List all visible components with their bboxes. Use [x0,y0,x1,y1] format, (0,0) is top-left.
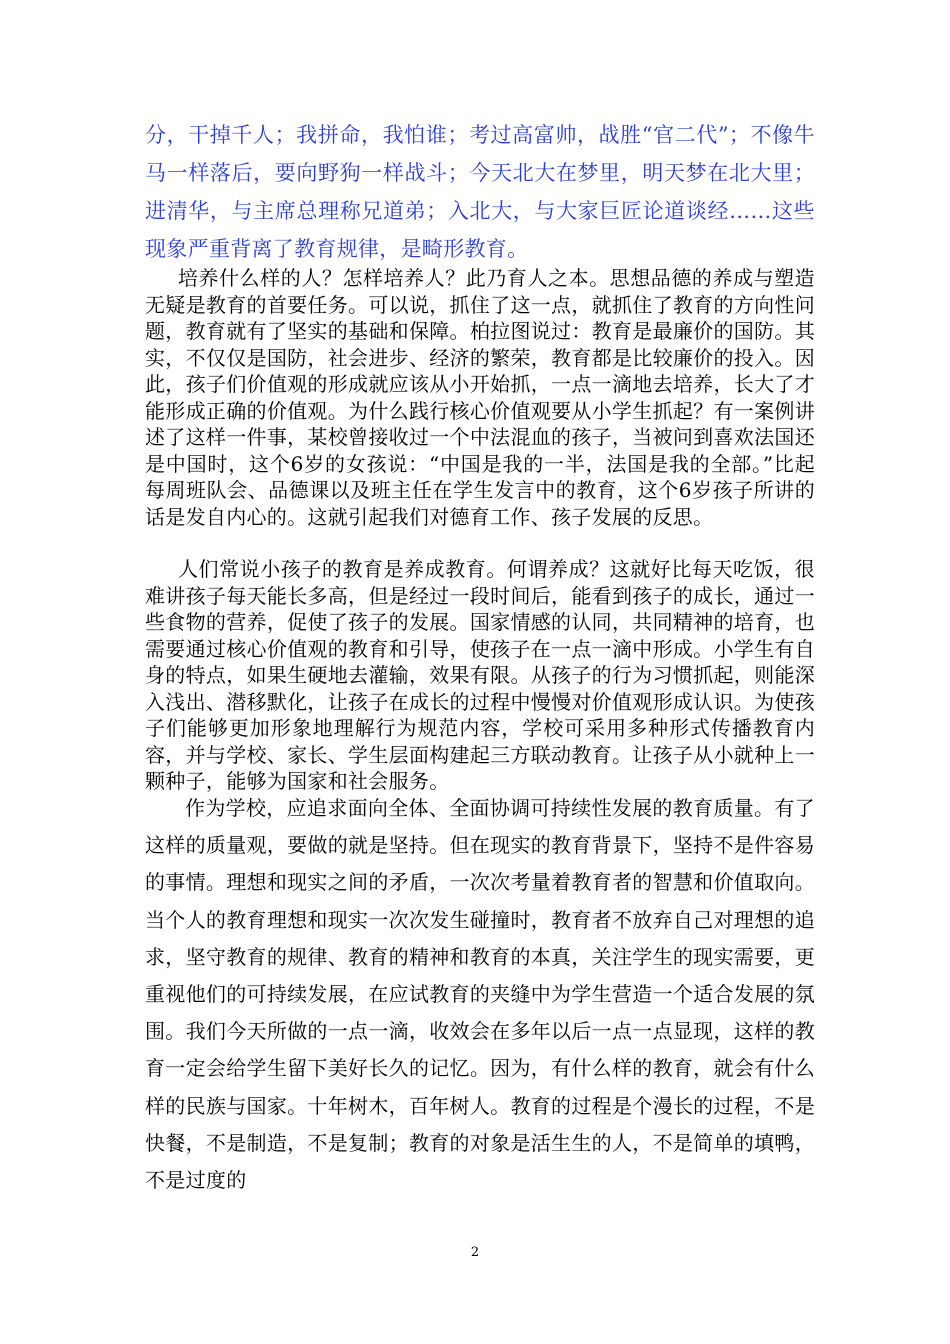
quoted-slogans-paragraph: 分，干掉千人；我拼命，我怕谁；考过高富帅，战胜“官二代”；不像牛马一样落后，要向野狗一样战斗；今天北大在梦里，明天梦在北大里；进清华，与主席总理称兄道弟；入北大，与大家巨匠论道谈经……这些现象严重背离了教育规律，是畸形教育。 [145,123,815,261]
character-education-paragraph: 培养什么样的人？怎样培养人？此乃育人之本。思想品德的养成与塑造无疑是教育的首要任务。可以说，抓住了这一点，就抓住了教育的方向性问题，教育就有了坚实的基础和保障。柏拉图说过：教育是最廉价的国防。其实，不仅仅是国防，社会进步、经济的繁荣，教育都是比较廉价的投入。因此，孩子们价值观的形成就应该从小开始抓，一点一滴地去培养，长大了才能形成正确的价值观。为什么践行核心价值观要从小学生抓起？有一案例讲述了这样一件事，某校曾接收过一个中法混血的孩子，当被问到喜欢法国还是中国时，这个6岁的女孩说：“中国是我的一半，法国是我的全部。”比起每周班队会、品德课以及班主任在学生发言中的教育，这个6岁孩子所讲的话是发自内心的。这就引起我们对德育工作、孩子发展的反思。 [145,266,815,529]
habit-formation-paragraph: 人们常说小孩子的教育是养成教育。何谓养成？这就好比每天吃饭，很难讲孩子每天能长多高，但是经过一段时间后，能看到孩子的成长，通过一些食物的营养，促使了孩子的发展。国家情感的认同，共同精神的培育，也需要通过核心价值观的教育和引导，使孩子在一点一滴中形成。小学生有自身的特点，如果生硬地去灌输，效果有限。从孩子的行为习惯抓起，则能深入浅出、潜移默化，让孩子在成长的过程中慢慢对价值观形成认识。为使孩子们能够更加形象地理解行为规范内容，学校可采用多种形式传播教育内容，并与学校、家长、学生层面构建起三方联动教育。让孩子从小就种上一颗种子，能够为国家和社会服务。 [145,557,815,793]
page-number: 2 [470,1245,480,1260]
school-quality-paragraph: 作为学校，应追求面向全体、全面协调可持续性发展的教育质量。有了这样的质量观，要做的就是坚持。但在现实的教育背景下，坚持不是件容易的事情。理想和现实之间的矛盾，一次次考量着教育者的智慧和价值取向。当个人的教育理想和现实一次次发生碰撞时，教育者不放弃自己对理想的追求，坚守教育的规律、教育的精神和教育的本真，关注学生的现实需要，更重视他们的可持续发展，在应试教育的夹缝中为学生营造一个适合发展的氛围。我们今天所做的一点一滴，收效会在多年以后一点一点显现，这样的教育一定会给学生留下美好长久的记忆。因为，有什么样的教育，就会有什么样的民族与国家。十年树木，百年树人。教育的过程是个漫长的过程，不是快餐，不是制造，不是复制；教育的对象是活生生的人，不是简单的填鸭，不是过度的 [145,796,815,1193]
